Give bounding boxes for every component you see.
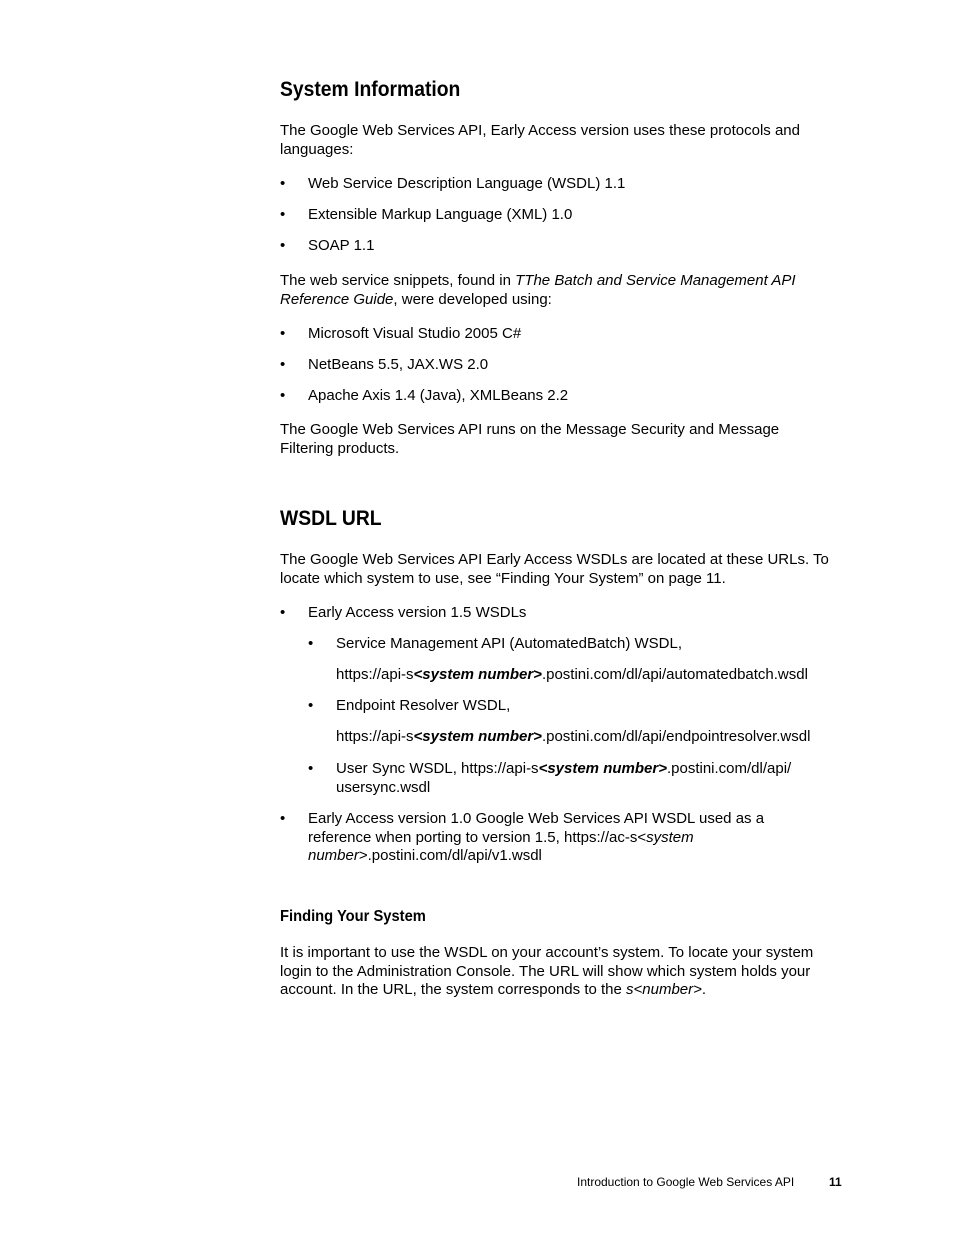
- tool-item: Microsoft Visual Studio 2005 C#: [308, 325, 522, 342]
- finding-body: It is important to use the WSDL on your account’s system. To locate your system login to the Administration Console. The URL will show which system holds your account. In the URL, the system corresponds to the: [280, 944, 814, 998]
- protocol-item: Web Service Description Language (WSDL) 1.1: [308, 175, 626, 192]
- finding-your-system-heading: [280, 908, 439, 926]
- system-number-placeholder: <system number>: [413, 666, 542, 683]
- url-suffix: .postini.com/dl/api/endpointresolver.wsdl: [541, 728, 811, 745]
- finding-system-paragraph: [280, 944, 842, 1000]
- v10-item: [308, 810, 808, 866]
- system-number-placeholder: <system number>: [413, 728, 542, 745]
- tool-item: Apache Axis 1.4 (Java), XMLBeans 2.2: [308, 387, 569, 404]
- bullet: •: [308, 697, 314, 714]
- tool-item: NetBeans 5.5, JAX.WS 2.0: [308, 356, 489, 373]
- endpoint-resolver-label: Endpoint Resolver WSDL,: [336, 697, 511, 714]
- bullet: •: [280, 206, 286, 223]
- runs-on-paragraph: The Google Web Services API runs on the Message Security and Message Filtering products.: [280, 421, 780, 457]
- url-suffix: .postini.com/dl/api/automatedbatch.wsdl: [541, 666, 808, 683]
- bullet: •: [280, 325, 286, 342]
- system-number-italic: s<number>: [626, 981, 702, 998]
- v10-text: Early Access version 1.0 Google Web Services API WSDL used as a reference when porting to version 1.5, https://ac-s<: [308, 810, 765, 846]
- v10-placeholder: system number: [308, 828, 694, 864]
- section-title: WSDL URL: [280, 507, 382, 530]
- finding-end: .: [701, 981, 707, 998]
- v10-end: >.postini.com/dl/api/v1.wsdl: [358, 847, 542, 864]
- reference-guide-title: TThe Batch and Service Management API Reference Guide: [280, 272, 796, 308]
- page-number: 11: [829, 1175, 842, 1189]
- service-management-label: Service Management API (AutomatedBatch) WSDL,: [336, 635, 682, 652]
- user-sync-item: [336, 760, 836, 797]
- bullet: •: [280, 356, 286, 373]
- subsection-title: Finding Your System: [280, 908, 426, 925]
- url-prefix: https://api-s: [336, 666, 414, 683]
- bullet: •: [280, 387, 286, 404]
- url-suffix: .postini.com/dl/api/: [666, 760, 792, 777]
- endpoint-resolver-url: [336, 728, 810, 747]
- v15-label: Early Access version 1.5 WSDLs: [308, 604, 527, 621]
- snippets-paragraph: [280, 272, 840, 309]
- bullet: •: [280, 237, 286, 254]
- url-end: usersync.wsdl: [336, 778, 431, 796]
- service-management-url: [336, 666, 808, 685]
- section-title: System Information: [280, 78, 461, 101]
- protocol-item: Extensible Markup Language (XML) 1.0: [308, 206, 573, 223]
- wsdl-intro: The Google Web Services API Early Access WSDLs are located at these URLs. To locate which system to use, see “Finding Your System” on page 11.: [280, 551, 829, 587]
- footer-title: Introduction to Google Web Services API: [577, 1175, 795, 1189]
- bullet: •: [308, 760, 314, 777]
- bullet: •: [280, 604, 286, 621]
- system-info-intro: The Google Web Services API, Early Access version uses these protocols and languages:: [280, 122, 800, 158]
- user-sync-label: User Sync WSDL, https://api-s: [336, 760, 539, 777]
- bullet: •: [280, 810, 286, 827]
- bullet: •: [308, 635, 314, 652]
- snippets-pre-text: The web service snippets, found in: [280, 272, 516, 289]
- system-number-placeholder: <system number>: [538, 760, 667, 777]
- bullet: •: [280, 175, 286, 192]
- wsdl-url-heading: [280, 507, 390, 531]
- snippets-post-text: , were developed using:: [393, 290, 552, 308]
- system-information-heading: [280, 78, 476, 102]
- url-prefix: https://api-s: [336, 728, 414, 745]
- protocol-item: SOAP 1.1: [308, 237, 375, 254]
